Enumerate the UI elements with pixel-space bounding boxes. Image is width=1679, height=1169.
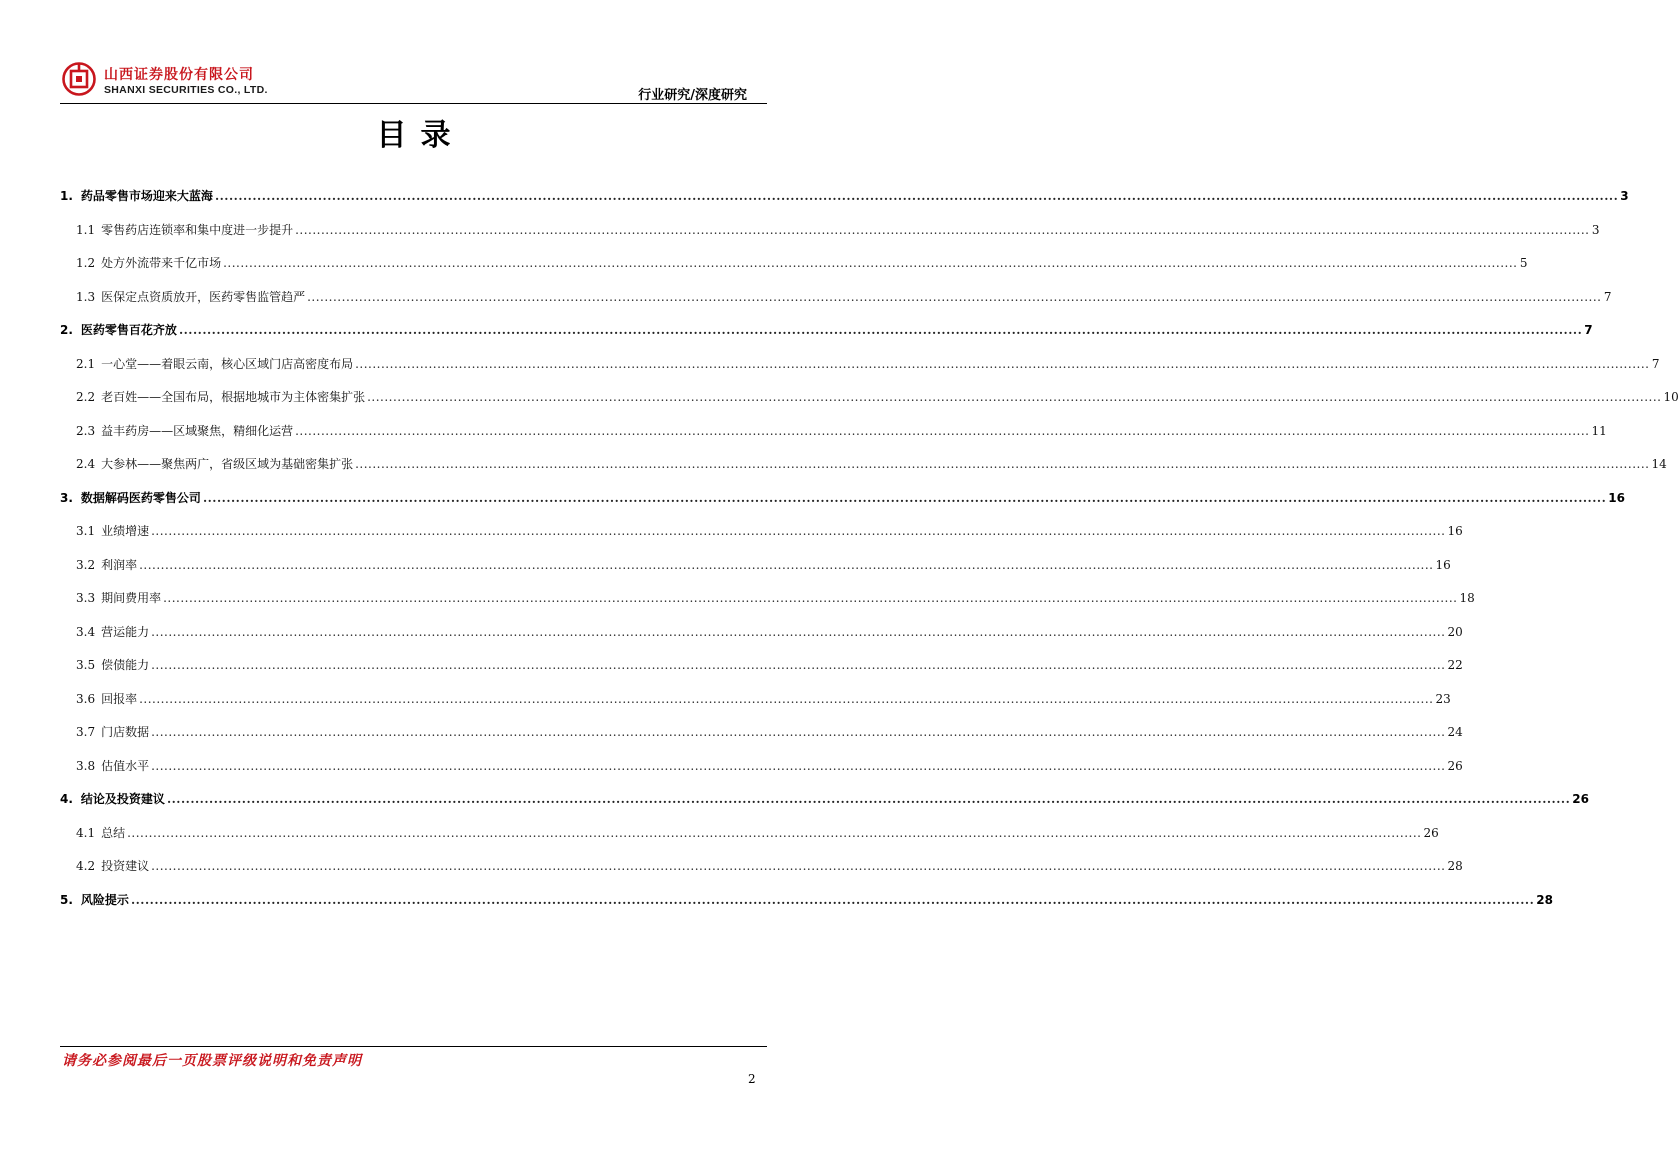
toc-entry-page: 7 [1651, 356, 1660, 371]
company-name-cn: 山西证券股份有限公司 [104, 67, 254, 83]
toc-entry-number: 2.3 [76, 423, 96, 438]
table-of-contents [60, 180, 1679, 917]
toc-entry-page: 7 [1603, 289, 1612, 304]
toc-entry-page: 18 [1459, 591, 1475, 605]
toc-entry-title: 业绩增速 [101, 524, 150, 538]
toc-entry-number: 4. [60, 792, 73, 806]
toc-leader-dots: ............................................................................................................................................................................................................................................................................................................ [151, 758, 1446, 773]
toc-entry-number: 4.1 [76, 825, 96, 840]
toc-entry-number: 3.1 [76, 524, 96, 538]
toc-entry-number: 2.1 [76, 356, 96, 371]
toc-leader-dots: ............................................................................................................................................................................................................................................................................................................ [163, 591, 1458, 605]
toc-entry-title: 利润率 [101, 557, 138, 572]
toc-entry-title: 风险提示 [80, 892, 129, 907]
toc-entry-number: 3.2 [76, 557, 96, 572]
toc-entry-title: 估值水平 [101, 758, 150, 773]
toc-entry-title: 一心堂——着眼云南，核心区域门店高密度布局 [101, 356, 354, 371]
toc-entry-page: 10 [1663, 390, 1679, 404]
toc-entry-title: 零售药店连锁率和集中度进一步提升 [101, 222, 294, 237]
company-name-en: SHANXI SECURITIES CO., LTD. [104, 84, 268, 96]
toc-subsection-entry[interactable] [60, 415, 1607, 449]
toc-entry-title: 总结 [101, 825, 126, 840]
toc-entry-title: 营运能力 [101, 624, 150, 639]
toc-entry-title: 期间费用率 [101, 591, 162, 605]
disclaimer-text: 请务必参阅最后一页股票评级说明和免责声明 [62, 1053, 362, 1069]
toc-section-entry[interactable] [60, 884, 1553, 918]
toc-subsection-entry[interactable] [60, 515, 1463, 549]
toc-leader-dots: ............................................................................................................................................................................................................................................................................................................ [178, 323, 1583, 337]
toc-entry-number: 3.7 [76, 725, 96, 739]
toc-leader-dots: ............................................................................................................................................................................................................................................................................................................ [223, 256, 1518, 270]
toc-leader-dots: ............................................................................................................................................................................................................................................................................................................ [295, 423, 1590, 438]
toc-entry-page: 22 [1447, 658, 1463, 672]
toc-entry-page: 24 [1447, 725, 1463, 739]
page-header [0, 0, 827, 110]
toc-entry-number: 2.2 [76, 390, 96, 404]
toc-leader-dots: ............................................................................................................................................................................................................................................................................................................ [355, 457, 1650, 471]
company-logo-icon [62, 62, 96, 96]
toc-entry-number: 2.4 [76, 457, 96, 471]
toc-section-entry[interactable] [60, 314, 1593, 348]
toc-entry-page: 28 [1536, 892, 1553, 907]
toc-section-entry[interactable] [60, 482, 1625, 516]
toc-leader-dots: ............................................................................................................................................................................................................................................................................................................ [151, 725, 1446, 739]
toc-entry-title: 处方外流带来千亿市场 [101, 256, 222, 270]
toc-entry-title: 门店数据 [101, 725, 150, 739]
header-divider [60, 103, 767, 104]
report-type-label: 行业研究/深度研究 [638, 88, 747, 103]
toc-leader-dots: ............................................................................................................................................................................................................................................................................................................ [139, 691, 1434, 706]
toc-entry-number: 3.4 [76, 624, 96, 639]
toc-subsection-entry[interactable] [60, 683, 1451, 717]
toc-subsection-entry[interactable] [60, 448, 1667, 482]
toc-subsection-entry[interactable] [60, 716, 1463, 750]
toc-entry-number: 3.6 [76, 691, 96, 706]
toc-section-entry[interactable] [60, 783, 1589, 817]
toc-entry-page: 5 [1519, 256, 1528, 270]
toc-subsection-entry[interactable] [60, 850, 1463, 884]
toc-entry-page: 3 [1620, 189, 1629, 203]
toc-subsection-entry[interactable] [60, 549, 1451, 583]
toc-entry-title: 数据解码医药零售公司 [80, 490, 201, 505]
toc-section-entry[interactable] [60, 180, 1629, 214]
toc-leader-dots: ............................................................................................................................................................................................................................................................................................................ [367, 390, 1662, 404]
toc-subsection-entry[interactable] [60, 817, 1439, 851]
toc-entry-number: 3.5 [76, 658, 96, 672]
toc-leader-dots: ............................................................................................................................................................................................................................................................................................................ [139, 557, 1434, 572]
toc-leader-dots: ............................................................................................................................................................................................................................................................................................................ [151, 658, 1446, 672]
toc-leader-dots: ............................................................................................................................................................................................................................................................................................................ [295, 222, 1590, 237]
toc-entry-title: 回报率 [101, 691, 138, 706]
toc-entry-number: 2. [60, 323, 73, 337]
toc-entry-title: 老百姓——全国布局，根据地城市为主体密集扩张 [101, 390, 366, 404]
toc-leader-dots: ............................................................................................................................................................................................................................................................................................................ [307, 289, 1602, 304]
toc-title: 目录 [376, 118, 465, 153]
toc-entry-page: 16 [1435, 557, 1451, 572]
toc-entry-title: 医药零售百花齐放 [80, 323, 177, 337]
toc-entry-page: 16 [1608, 490, 1625, 505]
toc-leader-dots: ............................................................................................................................................................................................................................................................................................................ [214, 189, 1619, 203]
toc-entry-page: 23 [1435, 691, 1451, 706]
toc-subsection-entry[interactable] [60, 281, 1612, 315]
toc-subsection-entry[interactable] [60, 381, 1679, 415]
toc-leader-dots: ............................................................................................................................................................................................................................................................................................................ [355, 356, 1650, 371]
page-number: 2 [748, 1072, 756, 1086]
toc-leader-dots: ............................................................................................................................................................................................................................................................................................................ [127, 825, 1422, 840]
toc-leader-dots: ............................................................................................................................................................................................................................................................................................................ [202, 490, 1607, 505]
toc-leader-dots: ............................................................................................................................................................................................................................................................................................................ [151, 859, 1446, 873]
toc-entry-number: 3.8 [76, 758, 96, 773]
toc-subsection-entry[interactable] [60, 616, 1463, 650]
toc-entry-title: 结论及投资建议 [80, 792, 165, 806]
toc-entry-number: 1. [60, 189, 73, 203]
toc-entry-page: 26 [1423, 825, 1439, 840]
toc-subsection-entry[interactable] [60, 348, 1660, 382]
toc-entry-title: 投资建议 [101, 859, 150, 873]
toc-leader-dots: ............................................................................................................................................................................................................................................................................................................ [151, 624, 1446, 639]
toc-leader-dots: ............................................................................................................................................................................................................................................................................................................ [166, 792, 1571, 806]
toc-entry-page: 28 [1447, 859, 1463, 873]
toc-entry-number: 5. [60, 892, 73, 907]
toc-entry-number: 3. [60, 490, 73, 505]
toc-entry-number: 1.2 [76, 256, 96, 270]
toc-leader-dots: ............................................................................................................................................................................................................................................................................................................ [151, 524, 1446, 538]
toc-leader-dots: ............................................................................................................................................................................................................................................................................................................ [130, 892, 1535, 907]
toc-entry-page: 26 [1447, 758, 1463, 773]
toc-subsection-entry[interactable] [60, 214, 1600, 248]
toc-entry-title: 益丰药房——区域聚焦，精细化运营 [101, 423, 294, 438]
toc-entry-number: 1.1 [76, 222, 96, 237]
toc-entry-page: 11 [1591, 423, 1607, 438]
toc-subsection-entry[interactable] [60, 750, 1463, 784]
toc-entry-page: 14 [1651, 457, 1667, 471]
toc-entry-page: 3 [1591, 222, 1600, 237]
toc-entry-number: 3.3 [76, 591, 96, 605]
toc-subsection-entry[interactable] [60, 582, 1475, 616]
toc-entry-page: 20 [1447, 624, 1463, 639]
toc-entry-title: 偿债能力 [101, 658, 150, 672]
footer-divider [60, 1046, 767, 1047]
toc-subsection-entry[interactable] [60, 247, 1528, 281]
toc-entry-title: 药品零售市场迎来大蓝海 [80, 189, 213, 203]
toc-entry-number: 1.3 [76, 289, 96, 304]
toc-entry-title: 大参林——聚焦两广，省级区域为基础密集扩张 [101, 457, 354, 471]
toc-subsection-entry[interactable] [60, 649, 1463, 683]
toc-entry-page: 16 [1447, 524, 1463, 538]
toc-entry-page: 26 [1572, 792, 1589, 806]
toc-entry-title: 医保定点资质放开，医药零售监管趋严 [101, 289, 306, 304]
toc-entry-number: 4.2 [76, 859, 96, 873]
toc-entry-page: 7 [1584, 323, 1593, 337]
